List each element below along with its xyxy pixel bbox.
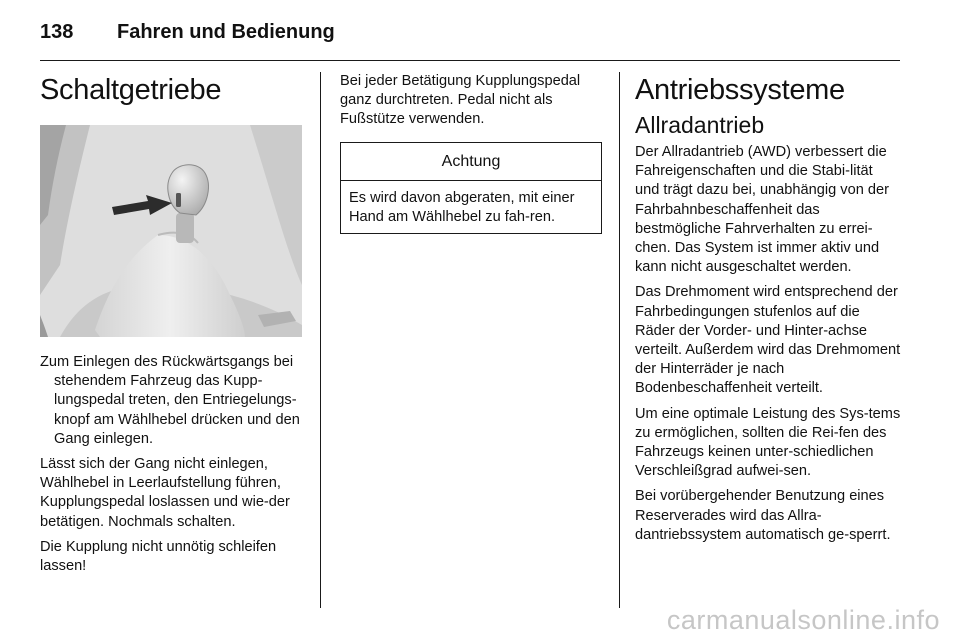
paragraph-clutch-slip: Die Kupplung nicht unnötig schleifen lassen! (40, 538, 277, 575)
paragraph-awd-intro: Der Allradantrieb (AWD) verbessert die Fahreigenschaften und die Stabi-lität und trägt dazu bei, unabhängig von der Fahrbahnbeschaffenheit das bestmögliche Fahrverhalten zu errei-chen. Das System ist immer aktiv und kann nicht ausgeschaltet werden. (635, 144, 889, 276)
paragraph-torque-distribution: Das Drehmoment wird entsprechend der Fahrbedingungen stufenlos auf die Räder der Vorder- und Hinter-achse verteilt. Außerdem wird das Drehmoment der Hinterräder je nach Bodenbeschaffenheit verteilt. (635, 284, 901, 397)
caution-text: Es wird davon abgeraten, mit einer Hand am Wählhebel zu fah-ren. (349, 189, 575, 225)
column-middle (340, 72, 602, 234)
watermark: carmanualsonline.info (666, 605, 940, 635)
caution-box (340, 142, 602, 234)
column-left (40, 72, 302, 582)
paragraph-spare-wheel: Bei vorübergehender Benutzung eines Reserverades wird das Allra-dantriebssystem automatisch ge-sperrt. (635, 488, 891, 543)
paragraph-reverse-gear: Zum Einlegen des Rückwärtsgangs bei stehendem Fahrzeug das Kupp-lungspedal treten, den Entriegelungs-knopf am Wählhebel drücken und den Gang einlegen. (40, 354, 300, 447)
section-title-schaltgetriebe: Schaltgetriebe (40, 74, 222, 106)
subsection-title-allradantrieb: Allradantrieb (635, 112, 765, 138)
paragraph-clutch-pedal: Bei jeder Betätigung Kupplungspedal ganz durchtreten. Pedal nicht als Fußstütze verwenden. (340, 73, 581, 128)
paragraph-tyre-wear: Um eine optimale Leistung des Sys-tems zu ermöglichen, sollten die Rei-fen des Fahrzeugs keinen unter-schiedlichen Verschleißgrad aufwei-sen. (635, 405, 901, 480)
section-title-antriebssysteme: Antriebssysteme (635, 74, 845, 106)
page-number: 138 (40, 21, 74, 43)
column-divider-1 (320, 72, 321, 608)
page-header (40, 18, 900, 61)
gear-lever-illustration (40, 125, 302, 337)
chapter-title: Fahren und Bedienung (117, 21, 335, 43)
paragraph-gear-not-engaging: Lässt sich der Gang nicht einlegen, Wählhebel in Leerlaufstellung führen, Kupplungspedal loslassen und wie-der betätigen. Nochmals schalten. (40, 456, 290, 530)
column-right (635, 72, 901, 551)
column-divider-2 (619, 72, 620, 608)
caution-title: Achtung (341, 143, 601, 181)
